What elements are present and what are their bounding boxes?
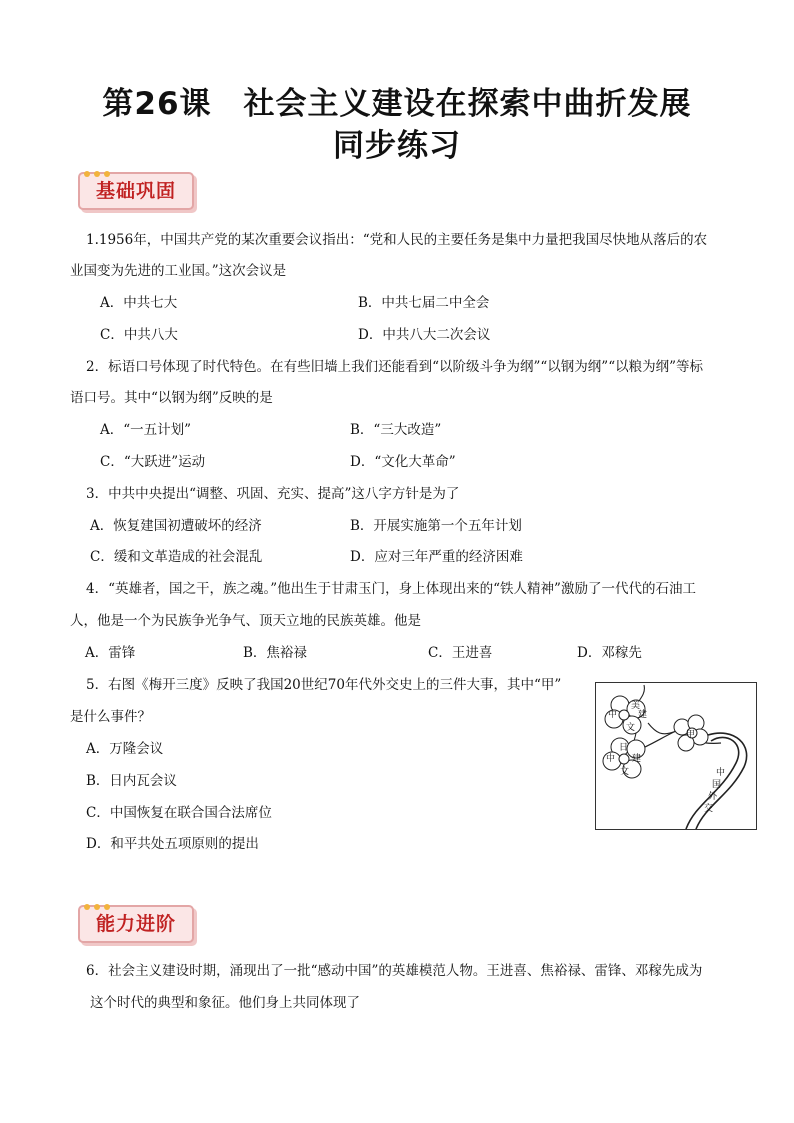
q5-option-a: A．万隆会议 xyxy=(86,741,164,757)
branch-label-char-2: 国 xyxy=(712,780,722,790)
flower3-char-4: 文 xyxy=(620,767,630,777)
question-4-line-1: 4．“英雄者，国之干，族之魂。”他出生于甘肃玉门，身上体现出来的“铁人精神”激励了一代代的石油工 xyxy=(86,581,696,597)
branch-label-char-4: 交 xyxy=(704,804,714,814)
question-1-line-1: 1.1956年，中国共产党的某次重要会议指出：“党和人民的主要任务是集中力量把我国尽快地从落后的农 xyxy=(86,232,708,248)
q3-option-b: B．开展实施第一个五年计划 xyxy=(350,518,522,534)
plum-branch-illustration xyxy=(596,683,756,829)
section-badge-advanced xyxy=(78,905,194,943)
page-subtitle: 同步练习 xyxy=(333,128,461,164)
question-5-line-2: 是什么事件？ xyxy=(70,709,151,725)
q5-option-d: D．和平共处五项原则的提出 xyxy=(86,836,259,852)
q4-option-c: C．王进喜 xyxy=(428,645,493,661)
question-2-line-1: 2．标语口号体现了时代特色。在有些旧墙上我们还能看到“以阶级斗争为纲”“以钢为纲”“以粮为纲”等标 xyxy=(86,359,703,375)
q1-option-b: B．中共七届二中全会 xyxy=(358,295,490,311)
page-title: 第26课 社会主义建设在探索中曲折发展 xyxy=(102,86,692,122)
section-title-advanced: 能力进阶 xyxy=(78,905,194,943)
question-6-line-2: 这个时代的典型和象征。他们身上共同体现了 xyxy=(90,995,360,1011)
q2-option-d: D．“文化大革命” xyxy=(350,454,456,470)
q4-option-b: B．焦裕禄 xyxy=(243,645,307,661)
q1-option-c: C．中共八大 xyxy=(100,327,178,343)
question-3-line-1: 3．中共中央提出“调整、巩固、充实、提高”这八字方针是为了 xyxy=(86,486,460,502)
flower1-char-4: 文 xyxy=(626,723,636,733)
q2-option-c: C．“大跃进”运动 xyxy=(100,454,206,470)
q3-option-c: C．缓和文革造成的社会混乱 xyxy=(90,549,263,565)
q1-option-d: D．中共八大二次会议 xyxy=(358,327,491,343)
badge-dots-decoration xyxy=(84,895,114,903)
q4-option-d: D．邓稼先 xyxy=(577,645,642,661)
branch-label-char-1: 中 xyxy=(716,768,726,778)
flower1-char-3: 建 xyxy=(638,710,648,720)
q5-option-b: B．日内瓦会议 xyxy=(86,773,177,789)
q1-option-a: A．中共七大 xyxy=(100,295,178,311)
flower2-char-1: 甲 xyxy=(686,730,696,740)
flower3-char-1: 日 xyxy=(619,743,629,753)
flower1-char-2: 中 xyxy=(608,710,618,720)
question-4-line-2: 人，他是一个为民族争光争气、顶天立地的民族英雄。他是 xyxy=(70,613,421,629)
flower3-char-3: 建 xyxy=(632,754,642,764)
flower3-char-2: 中 xyxy=(606,754,616,764)
section-title-basic: 基础巩固 xyxy=(78,172,194,210)
q2-option-b: B．“三大改造” xyxy=(350,422,442,438)
flower1-char-1: 美 xyxy=(631,701,641,711)
question-6-line-1: 6．社会主义建设时期，涌现出了一批“感动中国”的英雄模范人物。王进喜、焦裕禄、雷锋、邓稼先成为 xyxy=(86,963,703,979)
question-5-line-1: 5．右图《梅开三度》反映了我国20世纪70年代外交史上的三件大事，其中“甲” xyxy=(86,677,562,693)
plum-blossom-figure xyxy=(595,682,757,830)
question-2-line-2: 语口号。其中“以钢为纲”反映的是 xyxy=(70,390,273,406)
badge-dots-decoration xyxy=(84,162,114,170)
section-badge-basic xyxy=(78,172,194,210)
branch-label-char-3: 外 xyxy=(708,792,718,802)
q2-option-a: A．“一五计划” xyxy=(100,422,192,438)
q3-option-d: D．应对三年严重的经济困难 xyxy=(350,549,523,565)
q3-option-a: A．恢复建国初遭破坏的经济 xyxy=(90,518,262,534)
question-1-line-2: 业国变为先进的工业国。”这次会议是 xyxy=(70,263,287,279)
q4-option-a: A．雷锋 xyxy=(85,645,136,661)
q5-option-c: C．中国恢复在联合国合法席位 xyxy=(86,805,272,821)
